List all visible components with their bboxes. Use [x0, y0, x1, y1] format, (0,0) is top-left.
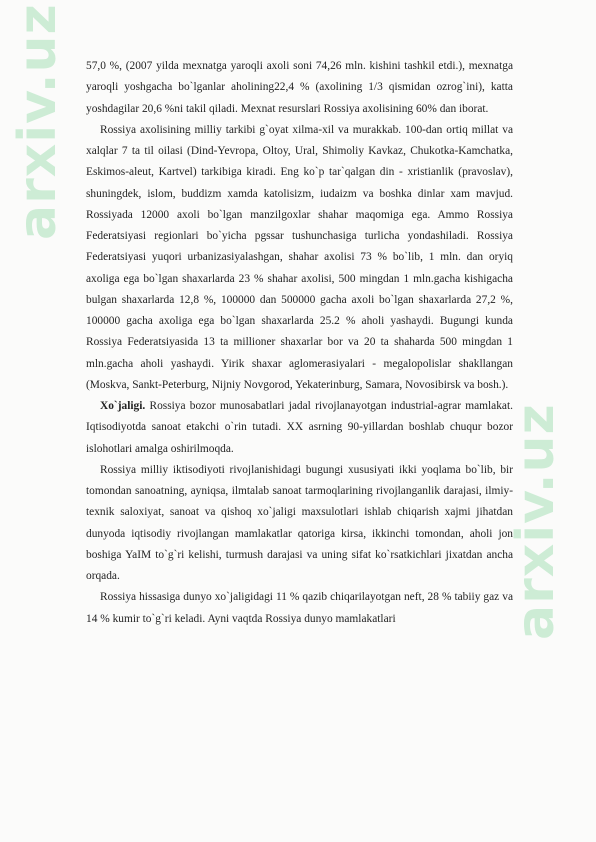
paragraph-3-text: Rossiya bozor munosabatlari jadal rivojlanayotgan industrial-agrar mamlakat. Iqtisodiyotda sanoat etakchi o`rin tutadi. XX asrning 90-yillardan boshlab chuqur bozor islohotlari amalga oshirilmoqda.: [86, 400, 513, 455]
paragraph-5: Rossiya hissasiga dunyo xo`jaligidagi 11 % qazib chiqarilayotgan neft, 28 % tabiiy gaz va 14 % kumir to`g`ri keladi. Ayni vaqtda Rossiya dunyo mamlakatlari: [86, 591, 513, 625]
watermark-text-right: arxiv.uz: [506, 403, 566, 640]
document-body: [86, 56, 513, 630]
paragraph-2: Rossiya axolisining milliy tarkibi g`oyat xilma-xil va murakkab. 100-dan ortiq millat va xalqlar 7 ta til oilasi (Dind-Yevropa, Oltoy, Ural, Shimoliy Kavkaz, Chukotka-Kamchatka, Eskimos-aleut, Kartvel) tarkibiga kiradi. Eng ko`p tar`qalgan din - xristianlik (pravoslav), shuningdek, islom, buddizm xamda katolisizm, iudaizm va boshka dinlar xam mavjud. Rossiyada 12000 axoli bo`lgan manzilgoxlar shahar maqomiga ega. Ammo Rossiya Federatsiyasi regionlari bo`yicha pgssar tushunchasiga turlicha yondashiladi. Rossiya Federatsiyasi yuqori urbanizasiyalashgan, shahar axolisi 73 % bo`lib, 1 mln. dan oryiq axoliga ega bo`lgan shaxarlarda 23 % shahar axolisi, 500 mingdan 1 mln.gacha kishigacha bulgan shaxarlarda 12,8 %, 100000 dan 500000 gacha axoli bo`lgan shaxarlarda 27,2 %, 100000 gacha axoliga ega bo`lgan shaxarlarda 25.2 % aholi yashaydi. Bugungi kunda Rossiya Federatsiyasida 13 ta millioner shaxarlar bor va 20 ta shaharda 500 mingdan 1 mln.gacha aholi yashaydi. Yirik shaxar aglomerasiyalari - megalopolislar shakllangan (Moskva, Sankt-Peterburg, Nijniy Novgorod, Yekaterinburg, Samara, Novosibirsk va bosh.).: [86, 123, 513, 391]
paragraph-1: 57,0 %, (2007 yilda mexnatga yaroqli axoli soni 74,26 mln. kishini tashkil etdi.), mexnatga yaroqli yoshgacha bo`lganlar aholining22,4 % (axolining 1/3 qismidan ozrog`ini), katta yoshdagilar 20,6 %ni takil qiladi. Mexnat resurslari Rossiya axolisining 60% dan iborat.: [86, 60, 513, 115]
section-heading-economy: Xo`jaligi.: [100, 400, 146, 412]
watermark-text-left: arxiv.uz: [8, 3, 68, 240]
paragraph-4: Rossiya milliy iktisodiyoti rivojlanishidagi bugungi xususiyati ikki yoqlama bo`lib, bir tomondan sanoatning, ayniqsa, ilmtalab sanoat tarmoqlarining rivojlanganlik darajasi, ilmiy-texnik saloxiyat, sanoat va qishoq xo`jaligi maxsulotlari ishlab chiqarish xajmi jihatdan dunyoda iqtisodiy rivojlangan mamlakatlar qatoriga kirsa, ikkinchi tomondan, aholi jon boshiga YaIM to`g`ri kelishi, turmush darajasi va uning sifat ko`rsatkichlari jixatdan ancha orqada.: [86, 463, 513, 582]
paragraph-3: [86, 396, 513, 460]
